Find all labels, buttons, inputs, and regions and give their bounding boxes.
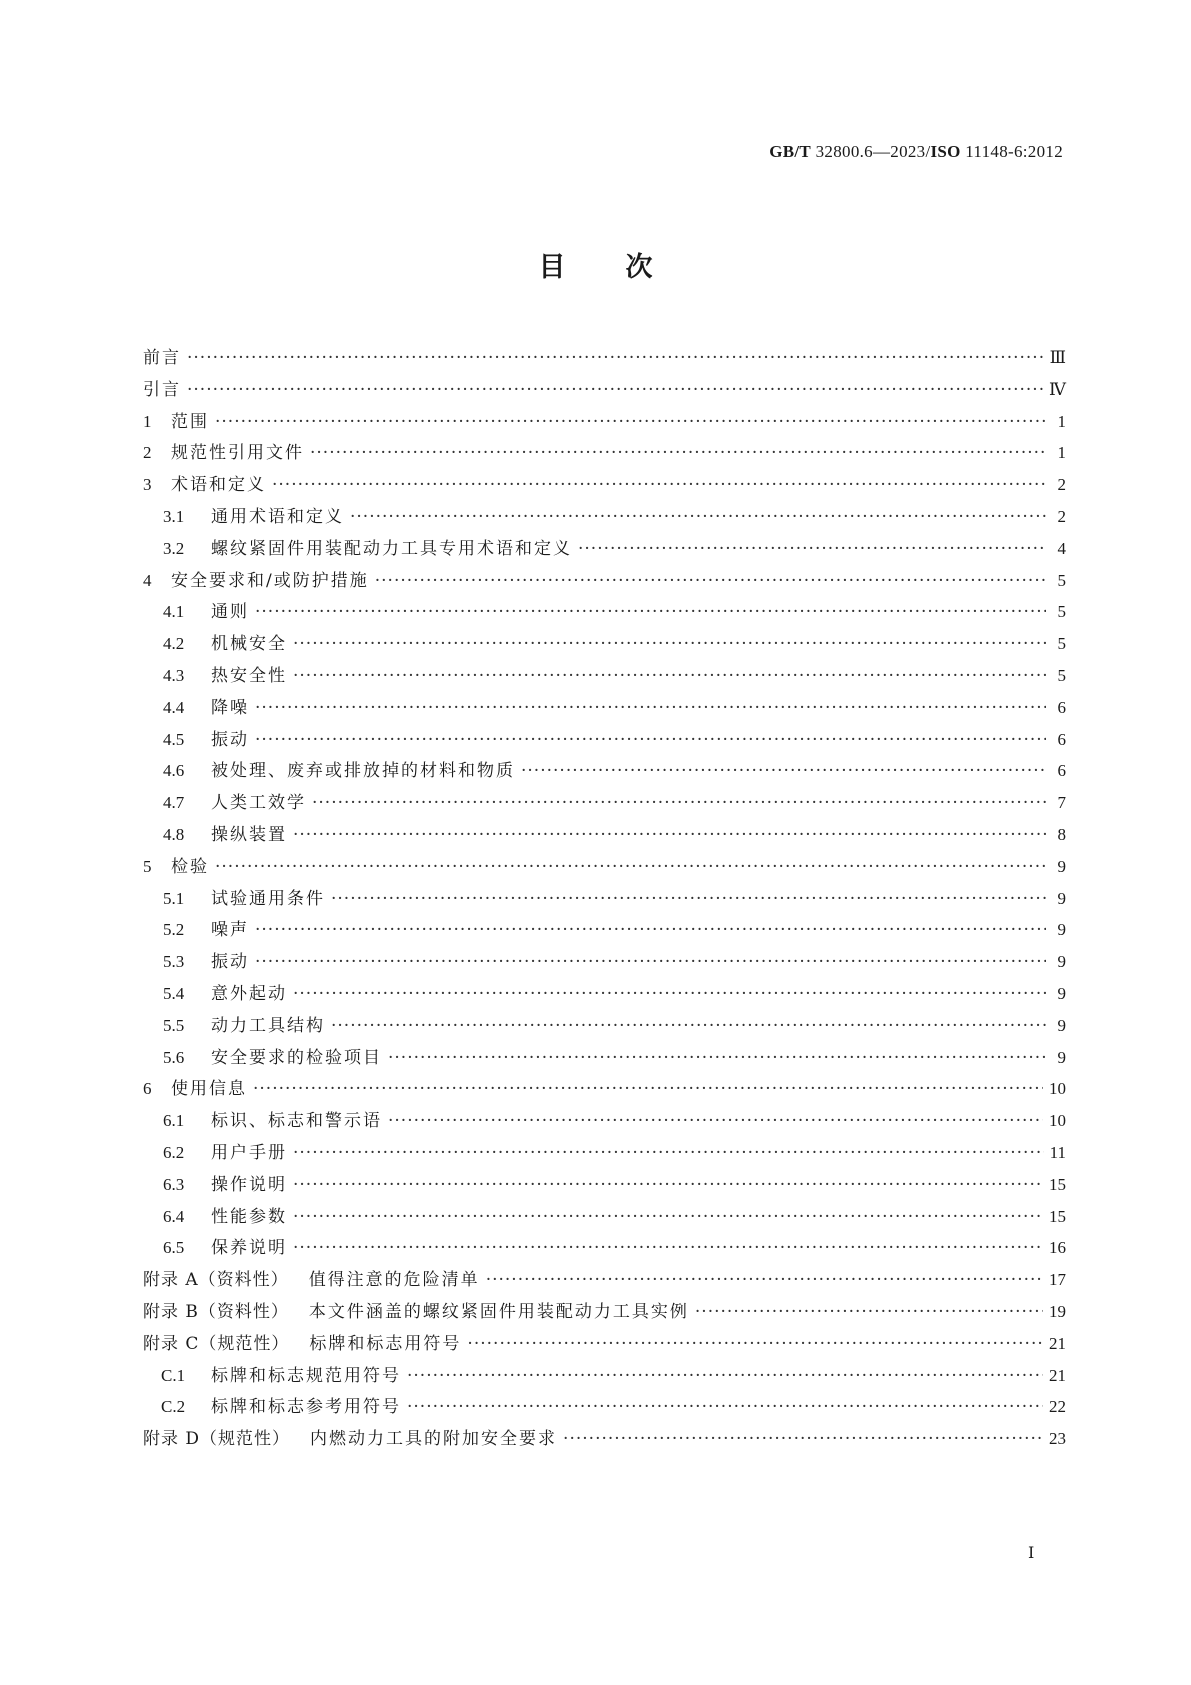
toc-dot-leader [255,725,1046,757]
toc-dot-leader [350,502,1046,534]
toc-entry-label: 噪声 [211,920,249,941]
toc-section-number: 3.1 [163,506,185,526]
toc-annex-tag: 附录 A（资料性） [143,1270,289,1291]
toc-section-number: 4.7 [163,793,185,813]
toc-section-number: 6 [143,1079,152,1099]
toc-page-number: 9 [1057,1015,1066,1035]
toc-entry[interactable] [143,1010,1066,1042]
toc-section-number: 5.1 [163,888,185,908]
iso-prefix: ISO [930,142,961,161]
toc-section-number: 4.5 [163,729,185,749]
toc-page-number: 9 [1057,1047,1066,1067]
toc-page-number: 5 [1057,665,1066,685]
toc-entry[interactable] [143,883,1066,915]
toc-page-number: 19 [1049,1301,1066,1321]
toc-page-number: 9 [1057,888,1066,908]
toc-page-number: 9 [1057,856,1066,876]
toc-entry-label: 内燃动力工具的附加安全要求 [310,1429,558,1450]
toc-entry[interactable] [143,342,1066,374]
toc-entry[interactable] [143,946,1066,978]
toc-page-number: Ⅳ [1049,379,1066,399]
toc-page-number: 5 [1057,602,1066,622]
toc-entry-label: 热安全性 [211,665,287,686]
toc-entry[interactable] [143,469,1066,501]
toc-page-number: 6 [1057,761,1066,781]
page-title: 目次 [538,252,713,283]
toc-entry-label: 引言 [143,379,181,400]
toc-section-number: 6.1 [163,1111,185,1131]
toc-entry-label: 振动 [211,729,249,750]
toc-dot-leader [293,820,1046,852]
toc-entry[interactable] [143,787,1066,819]
toc-annex-tag: 附录 D（规范性） [143,1429,291,1450]
toc-page-number: 16 [1049,1238,1066,1258]
toc-section-number: 1 [143,411,152,431]
toc-entry-label: 通用术语和定义 [211,506,344,527]
toc-entry[interactable] [143,1105,1066,1137]
iso-code: 11148-6:2012 [965,142,1063,161]
toc-page-number: 5 [1057,634,1066,654]
toc-entry[interactable] [143,660,1066,692]
toc-entry[interactable] [143,692,1066,724]
toc-dot-leader [293,1170,1043,1202]
toc-page-number: 9 [1057,983,1066,1003]
toc-dot-leader [187,343,1044,375]
toc-dot-leader [578,534,1046,566]
toc-dot-leader [388,1106,1043,1138]
toc-page-number: 5 [1057,570,1066,590]
toc-dot-leader [293,1138,1044,1170]
toc-entry[interactable] [143,755,1066,787]
toc-section-number: 4.1 [163,602,185,622]
toc-section-number: 5.4 [163,983,185,1003]
toc-entry-label: 范围 [171,411,209,432]
toc-dot-leader [563,1424,1043,1456]
toc-dot-leader [255,693,1046,725]
toc-entry[interactable] [143,1328,1066,1360]
toc-entry[interactable] [143,437,1066,469]
toc-dot-leader [695,1297,1043,1329]
toc-entry-label: 被处理、废弃或排放掉的材料和物质 [211,761,515,782]
toc-page-number: 22 [1049,1397,1066,1417]
toc-dot-leader [293,1233,1043,1265]
toc-entry-label: 标牌和标志用符号 [309,1333,462,1354]
toc-entry-label: 动力工具结构 [211,1015,325,1036]
toc-section-number: 4.8 [163,824,185,844]
toc-entry-label: 振动 [211,952,249,973]
toc-section-number: 3.2 [163,538,185,558]
toc-entry[interactable] [143,914,1066,946]
toc-dot-leader [293,661,1046,693]
toc-entry[interactable] [143,978,1066,1010]
toc-entry[interactable] [143,1201,1066,1233]
toc-section-number: 5.5 [163,1015,185,1035]
toc-dot-leader [331,884,1046,916]
toc-section-number: C.1 [161,1365,186,1385]
toc-page-number: 7 [1057,793,1066,813]
table-of-contents [143,342,1066,1455]
toc-page-number: 1 [1057,411,1066,431]
toc-entry[interactable] [143,724,1066,756]
toc-page-number: Ⅲ [1049,348,1066,367]
toc-entry-label: 意外起动 [211,983,287,1004]
toc-dot-leader [331,1011,1046,1043]
toc-section-number: 4.6 [163,761,185,781]
toc-entry[interactable] [143,1391,1066,1423]
toc-entry-label: 试验通用条件 [211,888,325,909]
toc-entry-label: 安全要求的检验项目 [211,1047,382,1068]
toc-page-number: 2 [1057,475,1066,495]
toc-page-number: 15 [1049,1174,1066,1194]
toc-page-number: 10 [1049,1111,1066,1131]
toc-entry[interactable] [143,406,1066,438]
toc-dot-leader [310,438,1046,470]
toc-dot-leader [255,597,1046,629]
toc-page-number: 2 [1057,506,1066,526]
doc-code: 32800.6—2023/ [815,142,931,161]
toc-entry-label: 本文件涵盖的螺纹紧固件用装配动力工具实例 [308,1301,689,1322]
toc-page-number: 17 [1049,1270,1066,1290]
toc-page-number: 1 [1057,443,1066,463]
toc-entry-label: 规范性引用文件 [171,443,304,464]
toc-entry[interactable] [143,1073,1066,1105]
toc-entry-label: 术语和定义 [171,475,266,496]
toc-entry[interactable] [143,1296,1066,1328]
toc-page-number: 23 [1049,1429,1066,1449]
toc-annex-tag: 附录 B（资料性） [143,1301,289,1322]
toc-dot-leader [467,1329,1043,1361]
toc-entry-label: 性能参数 [211,1206,287,1227]
toc-page-number: 6 [1057,729,1066,749]
toc-dot-leader [272,470,1046,502]
toc-section-number: 4 [143,570,152,590]
toc-entry-label: 前言 [143,348,181,368]
toc-entry[interactable] [143,1264,1066,1296]
toc-dot-leader [255,947,1046,979]
toc-entry[interactable] [143,819,1066,851]
toc-section-number: 5.3 [163,952,185,972]
toc-dot-leader [521,756,1046,788]
toc-page-number: 15 [1049,1206,1066,1226]
toc-dot-leader [255,915,1046,947]
toc-entry-label: 人类工效学 [211,793,306,814]
toc-entry[interactable] [143,851,1066,883]
toc-dot-leader [375,566,1046,598]
toc-section-number: 4.2 [163,634,185,654]
toc-entry[interactable] [143,628,1066,660]
toc-entry-label: 保养说明 [211,1238,287,1259]
toc-entry[interactable] [143,374,1066,406]
toc-dot-leader [293,1202,1043,1234]
toc-entry[interactable] [143,501,1066,533]
toc-section-number: C.2 [161,1397,186,1417]
toc-dot-leader [215,852,1046,884]
toc-entry[interactable] [143,596,1066,628]
doc-prefix: GB/T [769,142,812,161]
toc-section-number: 4.4 [163,697,185,717]
page-folio: Ⅰ [1028,1545,1035,1562]
toc-entry-label: 使用信息 [171,1079,247,1100]
toc-section-number: 6.2 [163,1142,185,1162]
toc-entry-label: 用户手册 [211,1142,287,1163]
toc-entry[interactable] [143,1423,1066,1455]
toc-entry-label: 降噪 [211,697,249,718]
toc-dot-leader [293,629,1046,661]
toc-entry[interactable] [143,1169,1066,1201]
toc-entry[interactable] [143,1137,1066,1169]
toc-dot-leader [253,1074,1043,1106]
toc-entry-label: 螺纹紧固件用装配动力工具专用术语和定义 [211,538,572,559]
toc-dot-leader [215,407,1046,439]
toc-section-number: 5.2 [163,920,185,940]
toc-entry[interactable] [143,1042,1066,1074]
toc-page-number: 21 [1049,1365,1066,1385]
toc-entry[interactable] [143,1360,1066,1392]
toc-dot-leader [293,979,1046,1011]
toc-page-number: 8 [1057,824,1066,844]
toc-entry-label: 标牌和标志参考用符号 [211,1397,401,1418]
toc-entry-label: 安全要求和/或防护措施 [171,570,369,591]
toc-page-number: 6 [1057,697,1066,717]
toc-dot-leader [312,788,1046,820]
toc-page-number: 9 [1057,952,1066,972]
toc-page-number: 4 [1057,538,1066,558]
toc-entry[interactable] [143,565,1066,597]
toc-dot-leader [407,1392,1043,1424]
toc-entry-label: 标识、标志和警示语 [211,1111,382,1132]
toc-section-number: 5.6 [163,1047,185,1067]
toc-entry-label: 操纵装置 [211,824,287,845]
toc-section-number: 2 [143,443,152,463]
toc-entry-label: 操作说明 [211,1174,287,1195]
toc-entry-label: 机械安全 [211,634,287,655]
toc-page-number: 11 [1049,1142,1066,1162]
toc-section-number: 6.3 [163,1174,185,1194]
toc-dot-leader [486,1265,1043,1297]
toc-entry-label: 值得注意的危险清单 [308,1270,480,1291]
toc-page-number: 10 [1049,1079,1066,1099]
toc-section-number: 4.3 [163,665,185,685]
toc-section-number: 6.5 [163,1238,185,1258]
document-number [769,142,1063,162]
toc-entry[interactable] [143,533,1066,565]
toc-entry[interactable] [143,1232,1066,1264]
toc-section-number: 5 [143,856,152,876]
toc-entry-label: 通则 [211,602,249,623]
toc-section-number: 3 [143,475,152,495]
toc-section-number: 6.4 [163,1206,185,1226]
toc-entry-label: 检验 [171,856,209,877]
toc-dot-leader [187,375,1043,407]
toc-page-number: 9 [1057,920,1066,940]
toc-dot-leader [388,1043,1046,1075]
toc-annex-tag: 附录 C（规范性） [143,1333,290,1354]
toc-entry-label: 标牌和标志规范用符号 [211,1365,401,1386]
toc-dot-leader [407,1361,1043,1393]
toc-page-number: 21 [1049,1333,1066,1353]
